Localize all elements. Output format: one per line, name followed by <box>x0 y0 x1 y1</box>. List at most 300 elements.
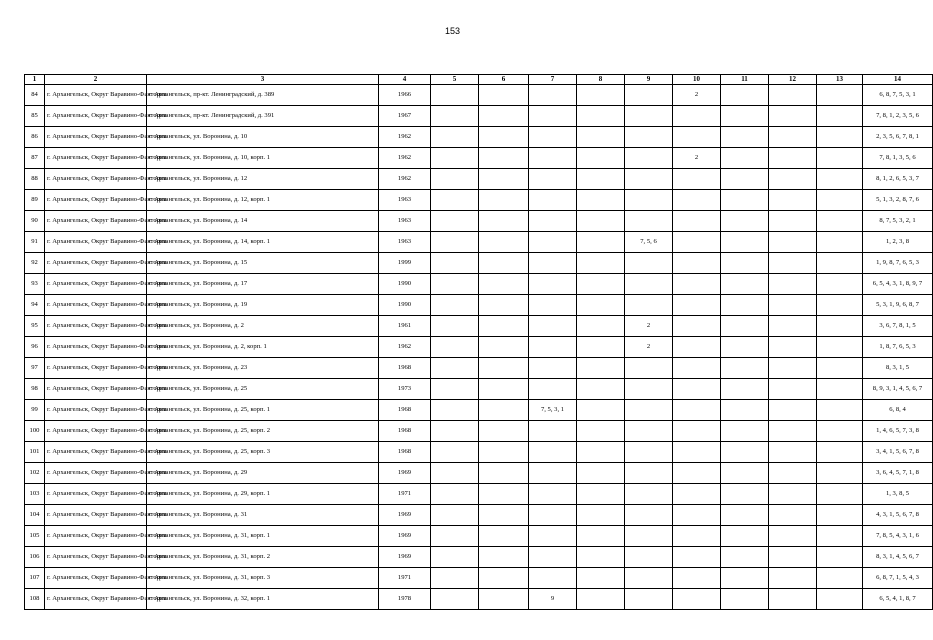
col9-cell <box>625 127 673 148</box>
col14-cell: 6, 8, 7, 1, 5, 4, 3 <box>863 568 933 589</box>
year-cell: 1968 <box>379 358 431 379</box>
table-row <box>25 526 933 547</box>
col11-cell <box>721 106 769 127</box>
col12-cell <box>769 106 817 127</box>
col6-cell <box>479 148 529 169</box>
col6-cell <box>479 295 529 316</box>
col12-cell <box>769 232 817 253</box>
col9-cell <box>625 400 673 421</box>
col7-cell: 7, 5, 3, 1 <box>529 400 577 421</box>
col10-cell <box>673 589 721 610</box>
row-number-cell: 93 <box>25 274 45 295</box>
district-cell: г. Архангельск, Округ Варавино-Фактория <box>45 85 147 106</box>
year-cell: 1969 <box>379 547 431 568</box>
col12-cell <box>769 169 817 190</box>
col8-cell <box>577 85 625 106</box>
col13-cell <box>817 526 863 547</box>
row-number-cell: 99 <box>25 400 45 421</box>
year-cell: 1990 <box>379 274 431 295</box>
col13-cell <box>817 379 863 400</box>
address-cell: г. Архангельск, ул. Воронина, д. 14, корп. 1 <box>147 232 379 253</box>
col10-cell <box>673 379 721 400</box>
col6-cell <box>479 484 529 505</box>
col13-cell <box>817 421 863 442</box>
col6-cell <box>479 190 529 211</box>
col12-cell <box>769 379 817 400</box>
col13-cell <box>817 337 863 358</box>
col12-cell <box>769 505 817 526</box>
col9-cell <box>625 106 673 127</box>
year-cell: 1963 <box>379 232 431 253</box>
col10-cell <box>673 358 721 379</box>
col11-cell <box>721 547 769 568</box>
address-cell: г. Архангельск, ул. Воронина, д. 29 <box>147 463 379 484</box>
col14-cell: 7, 8, 1, 3, 5, 6 <box>863 148 933 169</box>
col12-cell <box>769 148 817 169</box>
col7-cell <box>529 85 577 106</box>
col14-cell: 8, 9, 3, 1, 4, 5, 6, 7 <box>863 379 933 400</box>
col13-cell <box>817 127 863 148</box>
col11-cell <box>721 211 769 232</box>
col7-cell <box>529 232 577 253</box>
address-cell: г. Архангельск, ул. Воронина, д. 10 <box>147 127 379 148</box>
row-number-cell: 107 <box>25 568 45 589</box>
col6-cell <box>479 589 529 610</box>
col5-cell <box>431 358 479 379</box>
col5-cell <box>431 547 479 568</box>
district-cell: г. Архангельск, Округ Варавино-Фактория <box>45 442 147 463</box>
year-cell: 1963 <box>379 190 431 211</box>
col8-cell <box>577 106 625 127</box>
column-header-9: 9 <box>625 75 673 85</box>
col5-cell <box>431 85 479 106</box>
col7-cell <box>529 547 577 568</box>
year-cell: 1967 <box>379 106 431 127</box>
col14-cell: 8, 7, 5, 3, 2, 1 <box>863 211 933 232</box>
col8-cell <box>577 316 625 337</box>
column-header-12: 12 <box>769 75 817 85</box>
col12-cell <box>769 274 817 295</box>
year-cell: 1990 <box>379 295 431 316</box>
row-number-cell: 105 <box>25 526 45 547</box>
year-cell: 1966 <box>379 85 431 106</box>
col5-cell <box>431 148 479 169</box>
col8-cell <box>577 568 625 589</box>
col10-cell <box>673 484 721 505</box>
col8-cell <box>577 127 625 148</box>
col13-cell <box>817 295 863 316</box>
row-number-cell: 97 <box>25 358 45 379</box>
district-cell: г. Архангельск, Округ Варавино-Фактория <box>45 379 147 400</box>
col7-cell: 9 <box>529 589 577 610</box>
col8-cell <box>577 526 625 547</box>
col14-cell: 1, 2, 3, 8 <box>863 232 933 253</box>
col9-cell <box>625 421 673 442</box>
address-cell: г. Архангельск, пр-кт. Ленинградский, д. 391 <box>147 106 379 127</box>
year-cell: 1968 <box>379 421 431 442</box>
col14-cell: 1, 9, 8, 7, 6, 5, 3 <box>863 253 933 274</box>
col5-cell <box>431 463 479 484</box>
col13-cell <box>817 589 863 610</box>
table-row <box>25 253 933 274</box>
row-number-cell: 92 <box>25 253 45 274</box>
col11-cell <box>721 400 769 421</box>
col7-cell <box>529 211 577 232</box>
address-cell: г. Архангельск, ул. Воронина, д. 31, корп. 2 <box>147 547 379 568</box>
col7-cell <box>529 295 577 316</box>
row-number-cell: 91 <box>25 232 45 253</box>
col11-cell <box>721 148 769 169</box>
col6-cell <box>479 568 529 589</box>
address-cell: г. Архангельск, ул. Воронина, д. 14 <box>147 211 379 232</box>
col8-cell <box>577 211 625 232</box>
col13-cell <box>817 148 863 169</box>
table-row <box>25 232 933 253</box>
table-row <box>25 106 933 127</box>
col11-cell <box>721 463 769 484</box>
col13-cell <box>817 547 863 568</box>
col12-cell <box>769 85 817 106</box>
row-number-cell: 94 <box>25 295 45 316</box>
col6-cell <box>479 337 529 358</box>
col12-cell <box>769 337 817 358</box>
col11-cell <box>721 316 769 337</box>
col7-cell <box>529 127 577 148</box>
district-cell: г. Архангельск, Округ Варавино-Фактория <box>45 211 147 232</box>
col12-cell <box>769 190 817 211</box>
address-cell: г. Архангельск, ул. Воронина, д. 23 <box>147 358 379 379</box>
district-cell: г. Архангельск, Округ Варавино-Фактория <box>45 463 147 484</box>
col8-cell <box>577 337 625 358</box>
col5-cell <box>431 568 479 589</box>
col9-cell <box>625 253 673 274</box>
col5-cell <box>431 253 479 274</box>
col13-cell <box>817 316 863 337</box>
col7-cell <box>529 379 577 400</box>
col5-cell <box>431 526 479 547</box>
col9-cell <box>625 190 673 211</box>
address-cell: г. Архангельск, ул. Воронина, д. 15 <box>147 253 379 274</box>
col8-cell <box>577 421 625 442</box>
row-number-cell: 96 <box>25 337 45 358</box>
year-cell: 1969 <box>379 526 431 547</box>
col9-cell <box>625 568 673 589</box>
col14-cell: 8, 3, 1, 4, 5, 6, 7 <box>863 547 933 568</box>
col13-cell <box>817 106 863 127</box>
col9-cell <box>625 148 673 169</box>
col13-cell <box>817 232 863 253</box>
col7-cell <box>529 169 577 190</box>
table-row <box>25 127 933 148</box>
col13-cell <box>817 274 863 295</box>
district-cell: г. Архангельск, Округ Варавино-Фактория <box>45 358 147 379</box>
row-number-cell: 100 <box>25 421 45 442</box>
col14-cell: 7, 8, 1, 2, 3, 5, 6 <box>863 106 933 127</box>
district-cell: г. Архангельск, Округ Варавино-Фактория <box>45 295 147 316</box>
year-cell: 1968 <box>379 400 431 421</box>
district-cell: г. Архангельск, Округ Варавино-Фактория <box>45 274 147 295</box>
address-cell: г. Архангельск, ул. Воронина, д. 32, корп. 1 <box>147 589 379 610</box>
col8-cell <box>577 484 625 505</box>
table-row <box>25 505 933 526</box>
district-cell: г. Архангельск, Округ Варавино-Фактория <box>45 169 147 190</box>
col12-cell <box>769 442 817 463</box>
district-cell: г. Архангельск, Округ Варавино-Фактория <box>45 526 147 547</box>
col11-cell <box>721 337 769 358</box>
district-cell: г. Архангельск, Округ Варавино-Фактория <box>45 190 147 211</box>
year-cell: 1969 <box>379 505 431 526</box>
col7-cell <box>529 106 577 127</box>
table-row <box>25 379 933 400</box>
address-cell: г. Архангельск, ул. Воронина, д. 25, корп. 2 <box>147 421 379 442</box>
col7-cell <box>529 505 577 526</box>
col11-cell <box>721 442 769 463</box>
col12-cell <box>769 484 817 505</box>
col5-cell <box>431 505 479 526</box>
col10-cell <box>673 568 721 589</box>
col5-cell <box>431 274 479 295</box>
col10-cell <box>673 106 721 127</box>
col6-cell <box>479 400 529 421</box>
column-header-10: 10 <box>673 75 721 85</box>
year-cell: 1971 <box>379 568 431 589</box>
district-cell: г. Архангельск, Округ Варавино-Фактория <box>45 547 147 568</box>
col7-cell <box>529 253 577 274</box>
col8-cell <box>577 463 625 484</box>
address-cell: г. Архангельск, ул. Воронина, д. 25, корп. 1 <box>147 400 379 421</box>
housing-register-table <box>24 74 933 610</box>
col11-cell <box>721 568 769 589</box>
column-header-2: 2 <box>45 75 147 85</box>
table-row <box>25 463 933 484</box>
row-number-cell: 104 <box>25 505 45 526</box>
header-row <box>25 75 933 85</box>
col9-cell <box>625 484 673 505</box>
row-number-cell: 89 <box>25 190 45 211</box>
col6-cell <box>479 316 529 337</box>
table-row <box>25 547 933 568</box>
row-number-cell: 88 <box>25 169 45 190</box>
col14-cell: 1, 8, 7, 6, 5, 3 <box>863 337 933 358</box>
col11-cell <box>721 589 769 610</box>
col9-cell: 2 <box>625 337 673 358</box>
col9-cell: 7, 5, 6 <box>625 232 673 253</box>
col10-cell: 2 <box>673 148 721 169</box>
district-cell: г. Архангельск, Округ Варавино-Фактория <box>45 148 147 169</box>
col7-cell <box>529 337 577 358</box>
col13-cell <box>817 442 863 463</box>
year-cell: 1971 <box>379 484 431 505</box>
table-row <box>25 337 933 358</box>
col10-cell <box>673 274 721 295</box>
address-cell: г. Архангельск, ул. Воронина, д. 19 <box>147 295 379 316</box>
col6-cell <box>479 421 529 442</box>
table-row <box>25 400 933 421</box>
col6-cell <box>479 505 529 526</box>
col10-cell <box>673 169 721 190</box>
table-row <box>25 85 933 106</box>
col13-cell <box>817 400 863 421</box>
table-row <box>25 316 933 337</box>
address-cell: г. Архангельск, ул. Воронина, д. 2, корп. 1 <box>147 337 379 358</box>
col11-cell <box>721 85 769 106</box>
district-cell: г. Архангельск, Округ Варавино-Фактория <box>45 232 147 253</box>
year-cell: 1969 <box>379 463 431 484</box>
col9-cell <box>625 274 673 295</box>
district-cell: г. Архангельск, Округ Варавино-Фактория <box>45 568 147 589</box>
col9-cell <box>625 211 673 232</box>
col12-cell <box>769 211 817 232</box>
col8-cell <box>577 295 625 316</box>
col7-cell <box>529 526 577 547</box>
col14-cell: 1, 3, 8, 5 <box>863 484 933 505</box>
col12-cell <box>769 589 817 610</box>
district-cell: г. Архангельск, Округ Варавино-Фактория <box>45 316 147 337</box>
col9-cell <box>625 358 673 379</box>
col6-cell <box>479 253 529 274</box>
row-number-cell: 85 <box>25 106 45 127</box>
col6-cell <box>479 127 529 148</box>
col12-cell <box>769 253 817 274</box>
col11-cell <box>721 484 769 505</box>
column-header-6: 6 <box>479 75 529 85</box>
address-cell: г. Архангельск, ул. Воронина, д. 10, корп. 1 <box>147 148 379 169</box>
address-cell: г. Архангельск, ул. Воронина, д. 2 <box>147 316 379 337</box>
col5-cell <box>431 232 479 253</box>
table-row <box>25 484 933 505</box>
column-header-13: 13 <box>817 75 863 85</box>
district-cell: г. Архангельск, Округ Варавино-Фактория <box>45 400 147 421</box>
row-number-cell: 84 <box>25 85 45 106</box>
col6-cell <box>479 463 529 484</box>
col6-cell <box>479 211 529 232</box>
col13-cell <box>817 505 863 526</box>
col11-cell <box>721 358 769 379</box>
col14-cell: 7, 8, 5, 4, 3, 1, 6 <box>863 526 933 547</box>
address-cell: г. Архангельск, ул. Воронина, д. 12 <box>147 169 379 190</box>
col6-cell <box>479 547 529 568</box>
col7-cell <box>529 442 577 463</box>
col12-cell <box>769 463 817 484</box>
row-number-cell: 106 <box>25 547 45 568</box>
col8-cell <box>577 232 625 253</box>
col14-cell: 3, 6, 4, 5, 7, 1, 8 <box>863 463 933 484</box>
col8-cell <box>577 190 625 211</box>
col9-cell <box>625 169 673 190</box>
col10-cell <box>673 400 721 421</box>
table-row <box>25 169 933 190</box>
district-cell: г. Архангельск, Округ Варавино-Фактория <box>45 253 147 274</box>
address-cell: г. Архангельск, ул. Воронина, д. 31 <box>147 505 379 526</box>
district-cell: г. Архангельск, Округ Варавино-Фактория <box>45 337 147 358</box>
col5-cell <box>431 337 479 358</box>
col11-cell <box>721 232 769 253</box>
col5-cell <box>431 316 479 337</box>
col14-cell: 8, 3, 1, 5 <box>863 358 933 379</box>
col11-cell <box>721 127 769 148</box>
col14-cell: 5, 3, 1, 9, 6, 8, 7 <box>863 295 933 316</box>
col7-cell <box>529 463 577 484</box>
table-row <box>25 211 933 232</box>
col11-cell <box>721 190 769 211</box>
col13-cell <box>817 358 863 379</box>
table-row <box>25 442 933 463</box>
col10-cell <box>673 463 721 484</box>
address-cell: г. Архангельск, ул. Воронина, д. 25 <box>147 379 379 400</box>
address-cell: г. Архангельск, ул. Воронина, д. 17 <box>147 274 379 295</box>
year-cell: 1961 <box>379 316 431 337</box>
col7-cell <box>529 190 577 211</box>
column-header-4: 4 <box>379 75 431 85</box>
district-cell: г. Архангельск, Округ Варавино-Фактория <box>45 421 147 442</box>
col12-cell <box>769 358 817 379</box>
col13-cell <box>817 211 863 232</box>
col5-cell <box>431 190 479 211</box>
column-header-11: 11 <box>721 75 769 85</box>
district-cell: г. Архангельск, Округ Варавино-Фактория <box>45 484 147 505</box>
col10-cell <box>673 526 721 547</box>
col11-cell <box>721 253 769 274</box>
col12-cell <box>769 127 817 148</box>
col9-cell <box>625 442 673 463</box>
col12-cell <box>769 400 817 421</box>
col7-cell <box>529 148 577 169</box>
col14-cell: 6, 5, 4, 1, 8, 7 <box>863 589 933 610</box>
col10-cell <box>673 127 721 148</box>
district-cell: г. Архангельск, Округ Варавино-Фактория <box>45 106 147 127</box>
col13-cell <box>817 568 863 589</box>
column-header-14: 14 <box>863 75 933 85</box>
col12-cell <box>769 547 817 568</box>
address-cell: г. Архангельск, ул. Воронина, д. 12, корп. 1 <box>147 190 379 211</box>
col9-cell <box>625 547 673 568</box>
col6-cell <box>479 358 529 379</box>
col6-cell <box>479 526 529 547</box>
column-header-1: 1 <box>25 75 45 85</box>
col5-cell <box>431 295 479 316</box>
row-number-cell: 103 <box>25 484 45 505</box>
col10-cell <box>673 442 721 463</box>
year-cell: 1973 <box>379 379 431 400</box>
year-cell: 1962 <box>379 169 431 190</box>
table-row <box>25 421 933 442</box>
year-cell: 1999 <box>379 253 431 274</box>
col9-cell <box>625 589 673 610</box>
address-cell: г. Архангельск, ул. Воронина, д. 29, корп. 1 <box>147 484 379 505</box>
col12-cell <box>769 295 817 316</box>
row-number-cell: 90 <box>25 211 45 232</box>
col9-cell <box>625 379 673 400</box>
column-header-5: 5 <box>431 75 479 85</box>
col5-cell <box>431 400 479 421</box>
col7-cell <box>529 568 577 589</box>
col6-cell <box>479 106 529 127</box>
col14-cell: 3, 4, 1, 5, 6, 7, 8 <box>863 442 933 463</box>
col13-cell <box>817 463 863 484</box>
year-cell: 1963 <box>379 211 431 232</box>
col10-cell <box>673 547 721 568</box>
col12-cell <box>769 316 817 337</box>
col8-cell <box>577 442 625 463</box>
col9-cell: 2 <box>625 316 673 337</box>
col10-cell <box>673 190 721 211</box>
column-header-3: 3 <box>147 75 379 85</box>
col13-cell <box>817 190 863 211</box>
col14-cell: 8, 1, 2, 6, 5, 3, 7 <box>863 169 933 190</box>
row-number-cell: 86 <box>25 127 45 148</box>
column-header-8: 8 <box>577 75 625 85</box>
col8-cell <box>577 505 625 526</box>
